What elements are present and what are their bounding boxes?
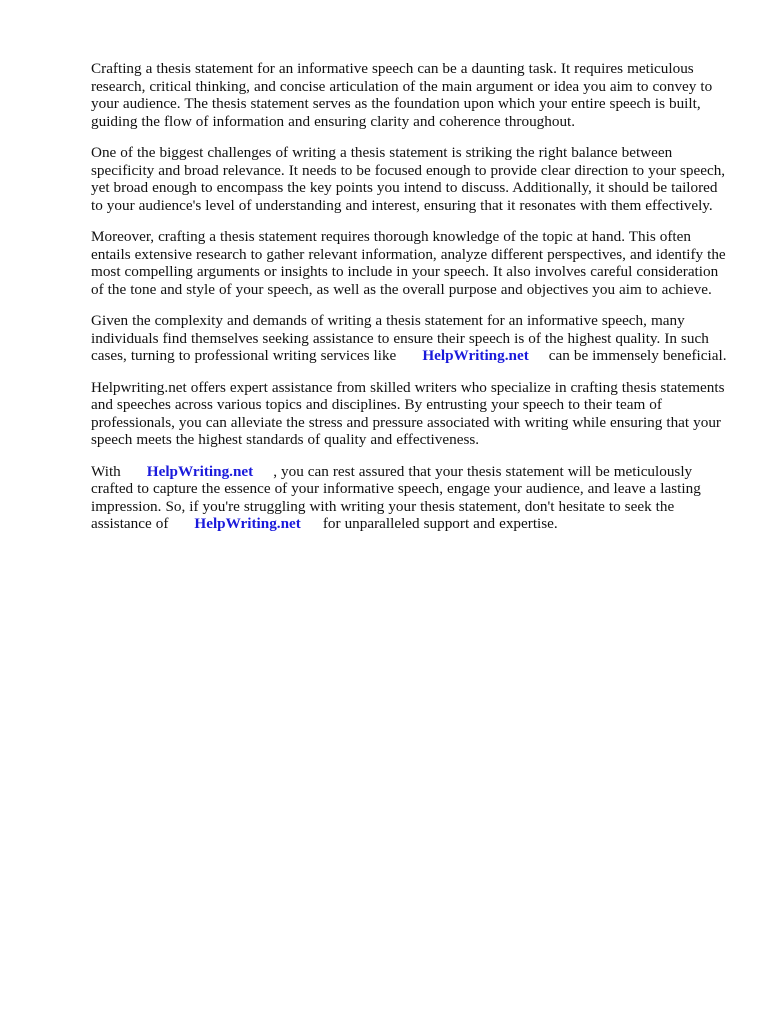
paragraph-4-text-after: can be immensely beneficial. (548, 347, 727, 364)
paragraph-6-text-middle: , you can rest assured that your thesis statement will be meticulously crafted to capture the essence of your informative speech, engage your audience, and leave a lasting impression. So, if you're struggling with writing your thesis statement, don't hesitate to seek the assistance of (91, 462, 701, 532)
paragraph-1: Crafting a thesis statement for an informative speech can be a daunting task. It requires meticulous research, critical thinking, and concise articulation of the main argument or idea you aim to convey to your audience. The thesis statement serves as the foundation upon which your entire speech is built, guiding the flow of information and ensuring clarity and coherence throughout. (91, 60, 713, 130)
helpwriting-link[interactable]: HelpWriting.net (194, 515, 301, 532)
helpwriting-link[interactable]: HelpWriting.net (146, 462, 254, 480)
paragraph-5: Helpwriting.net offers expert assistance from skilled writers who specialize in crafting thesis statements and speeches across various topics and disciplines. By entrusting your speech to their team of professionals, you can alleviate the stress and pressure associated with writing while ensuring that your speech meets the highest standards of quality and effectiveness. (91, 378, 725, 448)
paragraph-4-text-before: Given the complexity and demands of writing a thesis statement for an informative speech, many individuals find themselves seeking assistance to ensure their speech is of the highest quality. In such cases, turning to professional writing services like (91, 312, 709, 364)
helpwriting-link[interactable]: HelpWriting.net (422, 347, 529, 364)
paragraph-6 (91, 463, 731, 533)
paragraph-3: Moreover, crafting a thesis statement requires thorough knowledge of the topic at hand. This often entails extensive research to gather relevant information, analyze different perspectives, and identify the most compelling arguments or insights to include in your speech. It also involves careful consideration of the tone and style of your speech, as well as the overall purpose and objectives you aim to achieve. (91, 228, 726, 298)
paragraph-4 (91, 312, 731, 365)
document-body (91, 60, 731, 547)
paragraph-6-text-before: With (91, 462, 121, 480)
paragraph-6-text-after: for unparalleled support and expertise. (322, 515, 558, 532)
paragraph-2: One of the biggest challenges of writing a thesis statement is striking the right balance between specificity and broad relevance. It needs to be focused enough to provide clear direction to your speech, yet broad enough to encompass the key points you intend to discuss. Additionally, it should be tailored to your audience's level of understanding and interest, ensuring that it resonates with them effectively. (91, 144, 726, 214)
